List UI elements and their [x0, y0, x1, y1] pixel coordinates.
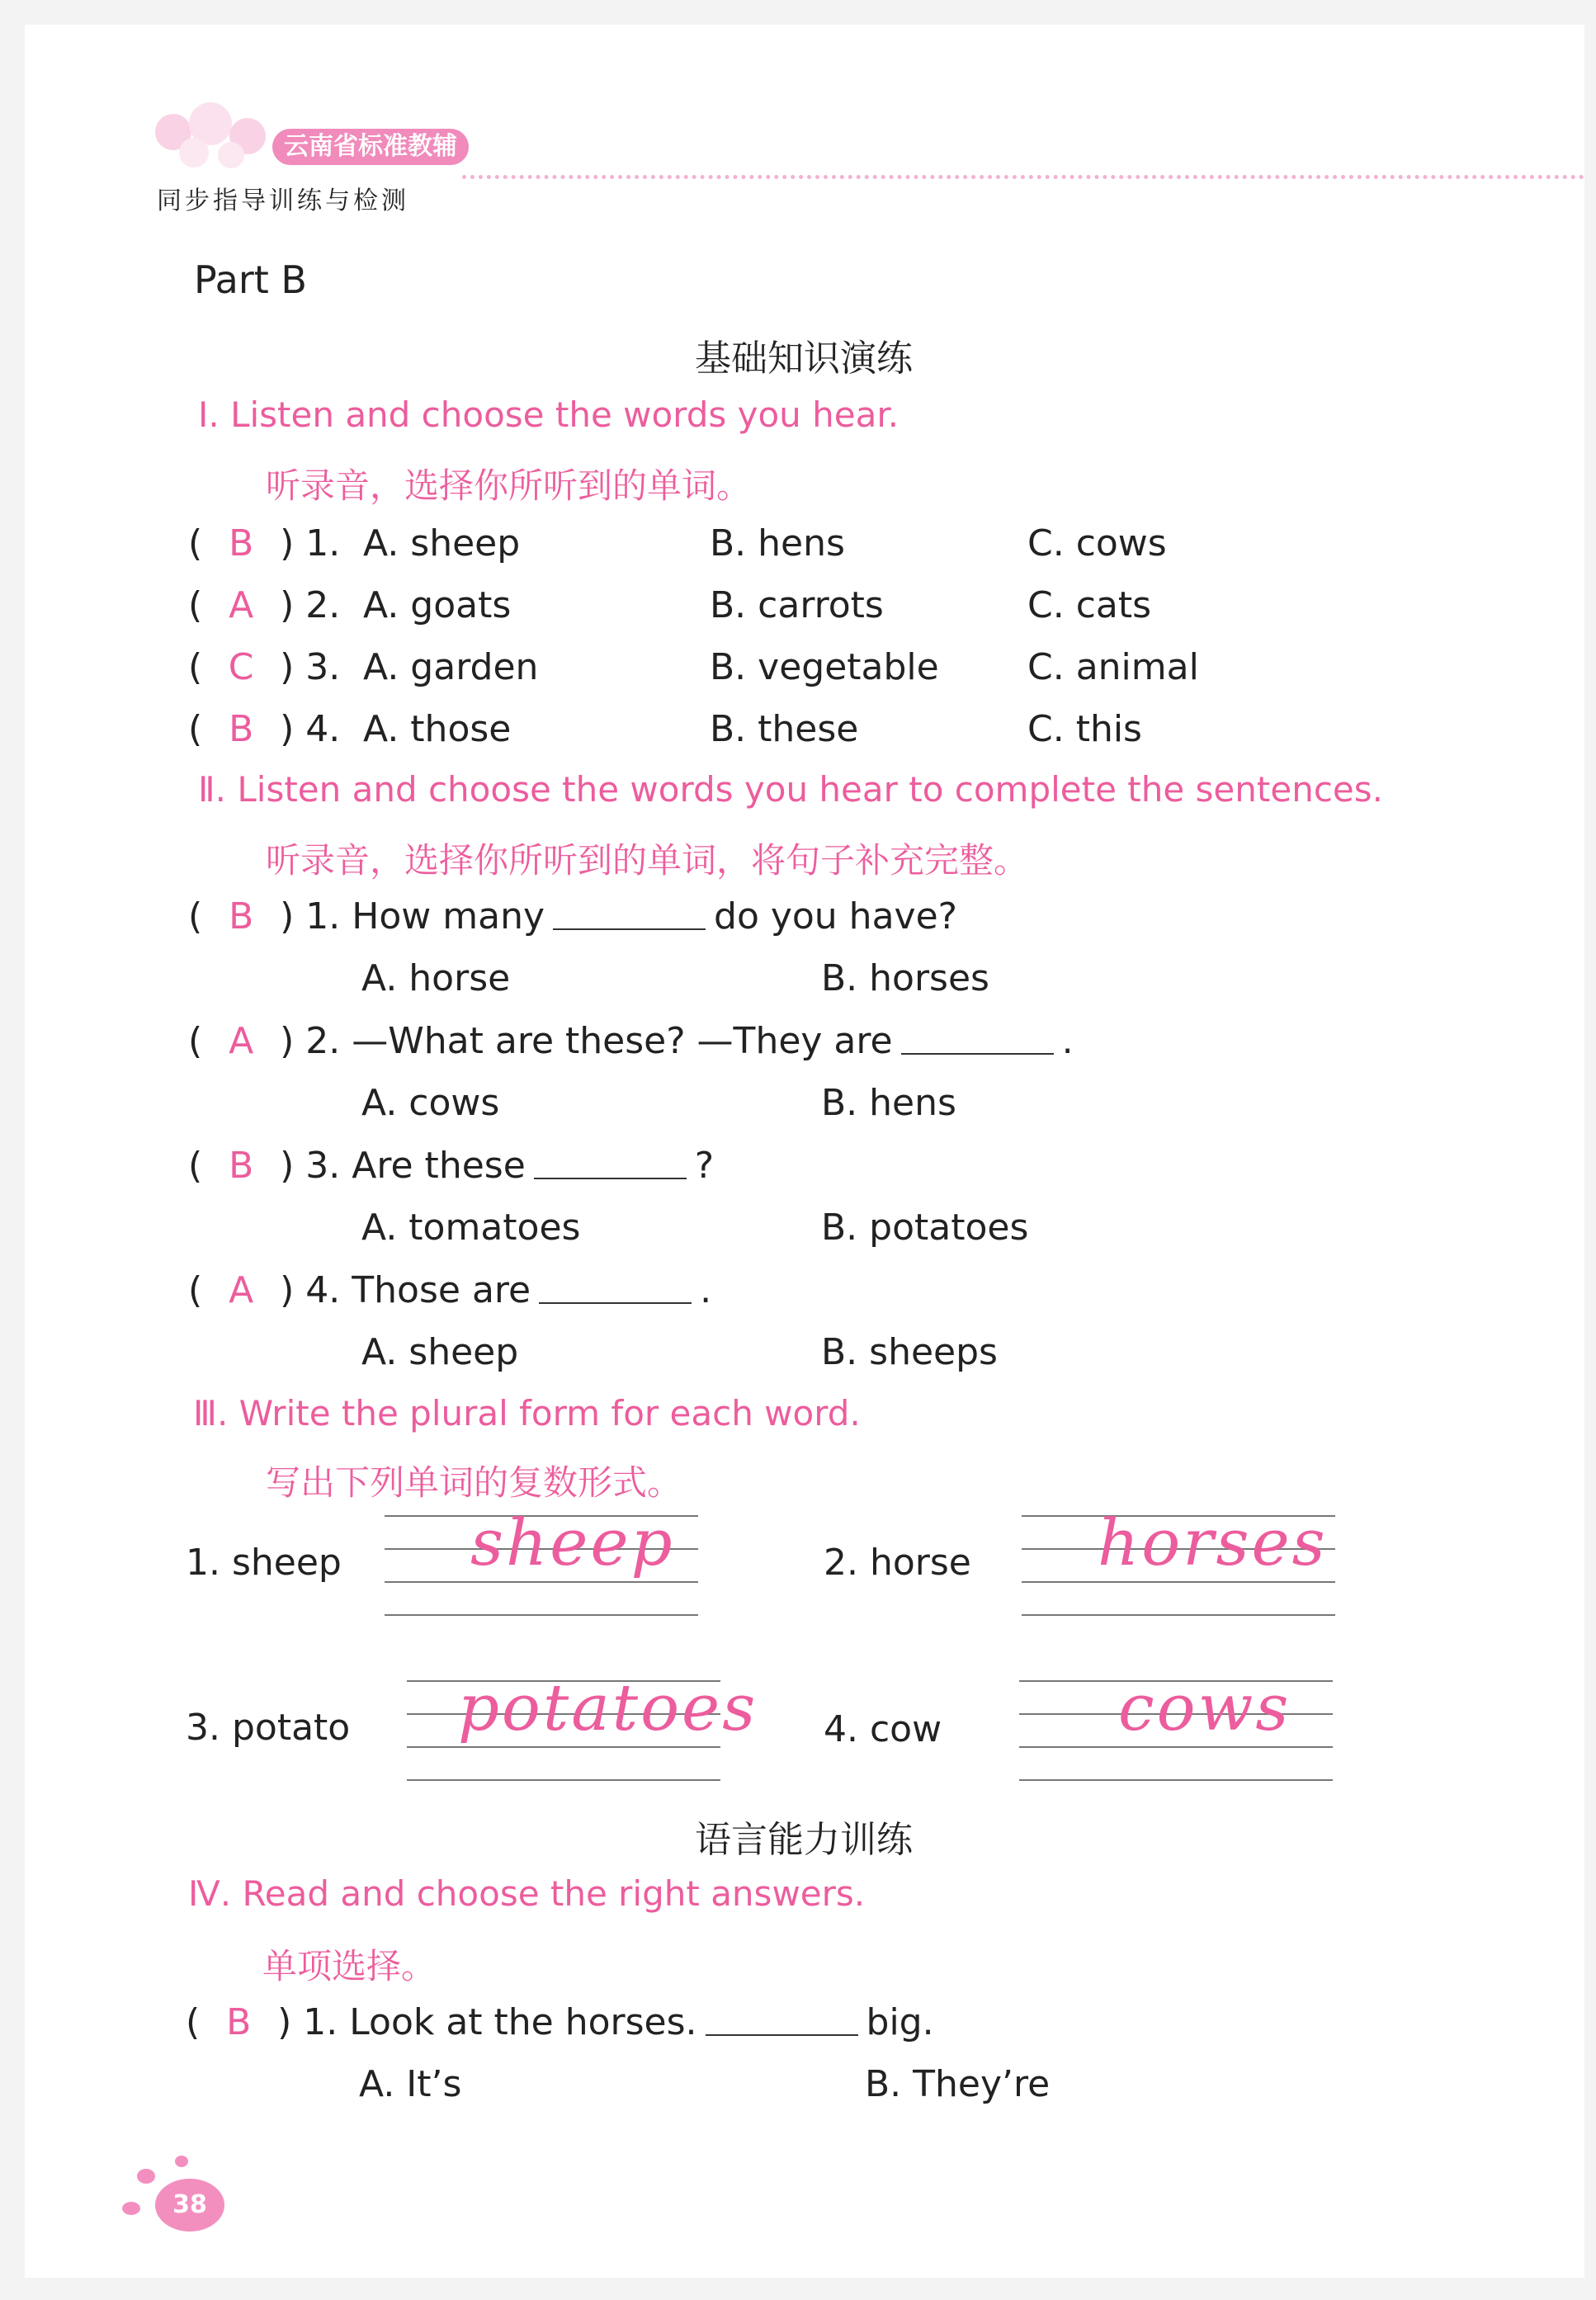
s1-question-row: ( B ) 1. [188, 522, 341, 564]
question-text-end: big. [866, 2001, 934, 2043]
question-text: Look at the horses. [349, 2001, 697, 2043]
question-number: 1. [303, 2001, 338, 2043]
option-a: A. sheep [363, 522, 521, 564]
section-heading-ability: 语言能力训练 [695, 1819, 913, 1861]
page-number: 38 [155, 2179, 224, 2232]
part-title: Part B [194, 257, 307, 302]
question-text: Are these [352, 1145, 526, 1187]
option-a: A. tomatoes [361, 1207, 581, 1249]
section-heading-basic: 基础知识演练 [695, 338, 913, 380]
section-3-title: Ⅲ. Write the plural form for each word. [193, 1393, 861, 1433]
option-a: A. cows [361, 1082, 500, 1124]
answer-mark: A [229, 584, 254, 626]
option-a: A. It’s [359, 2063, 462, 2105]
option-b: B. vegetable [710, 646, 939, 688]
answer-blank [534, 1177, 687, 1179]
answer-mark: B [229, 1145, 254, 1187]
s1-question-row: ( B ) 4. [188, 708, 341, 750]
option-a: A. sheep [361, 1331, 519, 1373]
question-number: 3. [305, 1145, 341, 1187]
question-number: 1. [305, 522, 341, 564]
section-1-instruction: 听录音，选择你所听到的单词。 [266, 465, 752, 506]
option-c: C. cows [1027, 522, 1167, 564]
section-1-title: Ⅰ. Listen and choose the words you hear. [198, 394, 900, 435]
s1-question-row: ( C ) 3. [188, 646, 341, 688]
answer-mark: B [229, 708, 254, 750]
question-number: 4. [305, 708, 341, 750]
question-number: 2. [305, 1020, 341, 1062]
option-b: B. hens [710, 522, 845, 564]
book-title: 同步指导训练与检测 [157, 187, 409, 215]
series-badge: 云南省标准教辅 [272, 129, 469, 165]
answer-mark: B [229, 895, 254, 937]
s2-question-row: ( B ) 3. Are these ? [188, 1145, 715, 1187]
question-text: How many [352, 895, 545, 937]
option-b: B. They’re [865, 2063, 1051, 2105]
option-b: B. potatoes [821, 1207, 1029, 1249]
answer-mark: B [226, 2001, 252, 2043]
question-text-end: . [1061, 1020, 1074, 1062]
question-number: 2. [305, 584, 341, 626]
handwritten-answer: sheep [470, 1506, 675, 1580]
question-text-end: . [700, 1269, 712, 1311]
decor-bubble [122, 2202, 140, 2215]
answer-blank [553, 928, 706, 930]
word-label: 3. potato [186, 1707, 351, 1749]
option-a: A. goats [363, 584, 512, 626]
option-b: B. hens [821, 1082, 956, 1124]
option-b: B. carrots [710, 584, 884, 626]
question-text: —What are these? —They are [352, 1020, 893, 1062]
answer-mark: C [228, 646, 254, 688]
section-4-instruction: 单项选择。 [262, 1946, 437, 1986]
word-label: 4. cow [824, 1708, 942, 1750]
option-b: B. these [710, 708, 859, 750]
option-c: C. animal [1027, 646, 1199, 688]
answer-blank [539, 1301, 692, 1304]
s2-question-row: ( B ) 1. How many do you have? [188, 895, 957, 937]
s2-question-row: ( A ) 4. Those are . [188, 1269, 712, 1311]
option-b: B. sheeps [821, 1331, 998, 1373]
flower-logo-icon [149, 99, 281, 173]
handwritten-answer: cows [1118, 1671, 1291, 1745]
option-a: A. garden [363, 646, 539, 688]
decor-bubble [137, 2169, 155, 2184]
option-a: A. those [363, 708, 512, 750]
question-number: 1. [305, 895, 341, 937]
header-dotted-rule [462, 175, 1584, 179]
option-c: C. this [1027, 708, 1142, 750]
question-text: Those are [352, 1269, 531, 1311]
question-text-end: ? [694, 1145, 715, 1187]
answer-mark: A [229, 1020, 254, 1062]
answer-blank [706, 2033, 858, 2036]
option-b: B. horses [821, 957, 989, 999]
s1-question-row: ( A ) 2. [188, 584, 341, 626]
answer-mark: B [229, 522, 254, 564]
handwritten-answer: potatoes [458, 1671, 758, 1745]
word-label: 2. horse [824, 1542, 971, 1584]
word-label: 1. sheep [186, 1542, 342, 1584]
answer-mark: A [229, 1269, 254, 1311]
s4-question-row: ( B ) 1. Look at the horses. big. [186, 2001, 934, 2043]
section-2-instruction: 听录音，选择你所听到的单词，将句子补充完整。 [266, 840, 1029, 881]
section-3-instruction: 写出下列单词的复数形式。 [266, 1462, 682, 1503]
question-number: 4. [305, 1269, 341, 1311]
handwritten-answer: horses [1098, 1506, 1328, 1580]
section-4-title: Ⅳ. Read and choose the right answers. [188, 1873, 866, 1914]
option-a: A. horse [361, 957, 511, 999]
section-2-title: Ⅱ. Listen and choose the words you hear to complete the sentences. [198, 769, 1383, 810]
question-text-end: do you have? [714, 895, 957, 937]
option-c: C. cats [1027, 584, 1152, 626]
decor-bubble [175, 2156, 188, 2167]
answer-blank [901, 1052, 1054, 1055]
question-number: 3. [305, 646, 341, 688]
s2-question-row: ( A ) 2. —What are these? —They are . [188, 1020, 1074, 1062]
